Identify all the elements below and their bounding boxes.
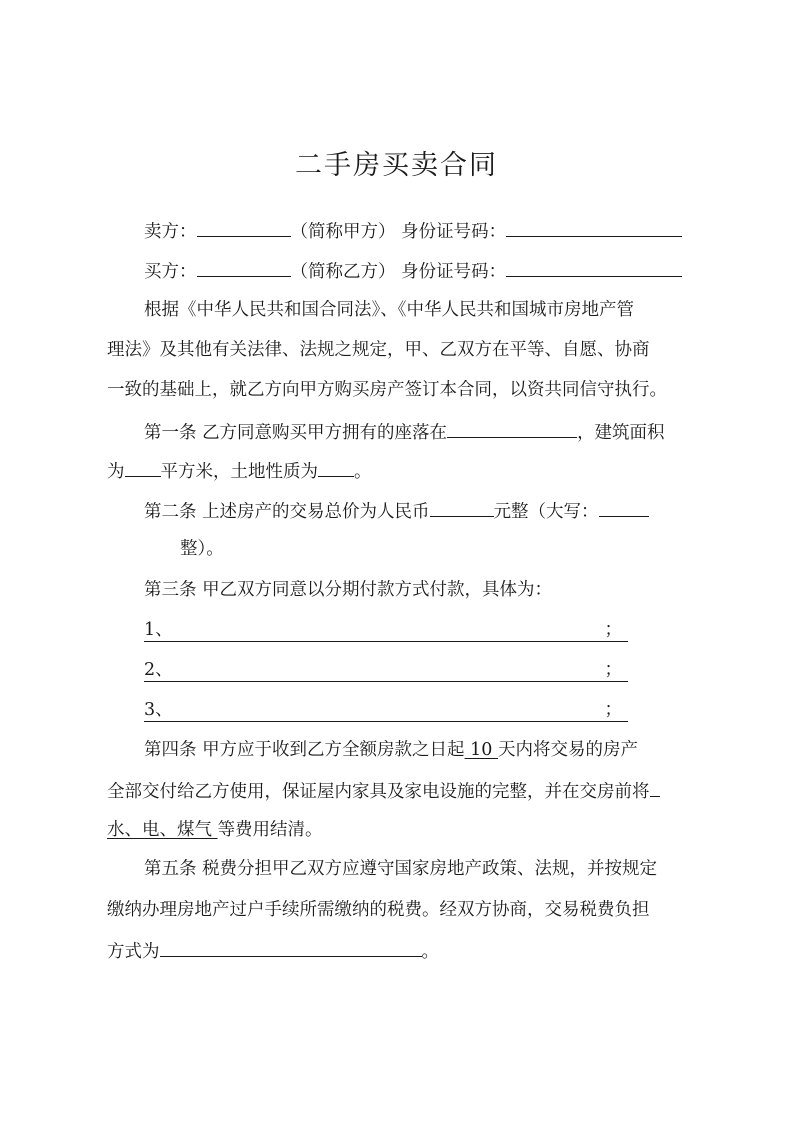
buyer-label: 买方： [144,262,197,282]
article-4-trailing-blank [650,779,660,797]
seller-name-blank[interactable] [197,219,291,237]
buyer-line [144,259,682,283]
article-1-text-e: 。 [354,462,372,482]
article-5-line-3 [107,939,439,963]
installment-item-2-number: 2、 [144,660,173,680]
article-2-text-b: 元整（大写： [493,502,599,522]
article-5-text-c: 方式为 [107,942,160,962]
preamble-line-2: 理法》及其他有关法律、法规之规定，甲、乙双方在平等、自愿、协商 [107,340,650,360]
installment-item-2[interactable] [144,659,628,682]
price-blank[interactable] [430,499,494,517]
article-4-line-3 [107,819,323,841]
article-2-line-1 [144,499,649,523]
installment-item-3-semicolon: ； [604,700,622,720]
page-title: 二手房买卖合同 [295,150,498,181]
buyer-alias: （简称乙方） [290,262,396,282]
location-blank[interactable] [447,420,577,438]
article-1-text-b: ，建筑面积 [577,423,665,443]
article-5-line-1: 第五条 税费分担甲乙双方应遵守国家房地产政策、法规，并按规定 [144,859,658,879]
delivery-days: 10 [464,740,498,760]
article-1-line-2 [107,459,372,483]
buyer-id-label: 身份证号码： [401,262,507,282]
article-5-text-d: 。 [421,942,439,962]
land-type-blank[interactable] [318,459,354,477]
installment-item-2-semicolon: ； [604,660,622,680]
tax-method-blank[interactable] [160,939,422,957]
price-words-blank[interactable] [599,499,649,517]
buyer-name-blank[interactable] [197,259,291,277]
article-4-text-c: 全部交付给乙方使用，保证屋内家具及家电设施的完整，并在交房前将 [107,782,650,802]
article-4-text-d: 等费用结清。 [217,820,323,840]
seller-id-label: 身份证号码： [401,222,507,242]
article-1-line-1 [144,420,665,444]
installment-item-1[interactable] [144,619,628,642]
utilities-list: 水、电、煤气 [107,820,218,840]
article-3-heading: 第三条 甲乙双方同意以分期付款方式付款，具体为： [144,580,553,600]
buyer-id-blank[interactable] [506,259,682,277]
article-1-text-c: 为 [107,462,125,482]
article-4-line-2 [107,779,660,803]
seller-label: 卖方： [144,222,197,242]
article-5-line-2: 缴纳办理房地产过户手续所需缴纳的税费。经双方协商，交易税费负担 [107,900,650,920]
article-4-text-b: 天内将交易的房产 [497,740,638,760]
article-1-text-a: 第一条 乙方同意购买甲方拥有的座落在 [144,423,448,443]
installment-item-3-number: 3、 [144,700,173,720]
installment-item-1-semicolon: ； [604,620,622,640]
article-4-line-1 [144,739,638,761]
preamble-line-3: 一致的基础上，就乙方向甲方购买房产签订本合同，以资共同信守执行。 [107,380,667,400]
article-1-text-d: 平方米，土地性质为 [160,462,318,482]
article-2-text-c: 整）。 [180,539,224,559]
seller-id-blank[interactable] [506,219,682,237]
installment-item-1-number: 1、 [144,620,173,640]
article-4-text-a: 第四条 甲方应于收到乙方全额房款之日起 [144,740,465,760]
seller-alias: （简称甲方） [290,222,396,242]
area-blank[interactable] [125,459,161,477]
preamble-line-1: 根据《中华人民共和国合同法》、《中华人民共和国城市房地产管 [144,300,634,320]
installment-item-3[interactable] [144,699,628,722]
seller-line [144,219,682,243]
article-2-text-a: 第二条 上述房产的交易总价为人民币 [144,502,430,522]
